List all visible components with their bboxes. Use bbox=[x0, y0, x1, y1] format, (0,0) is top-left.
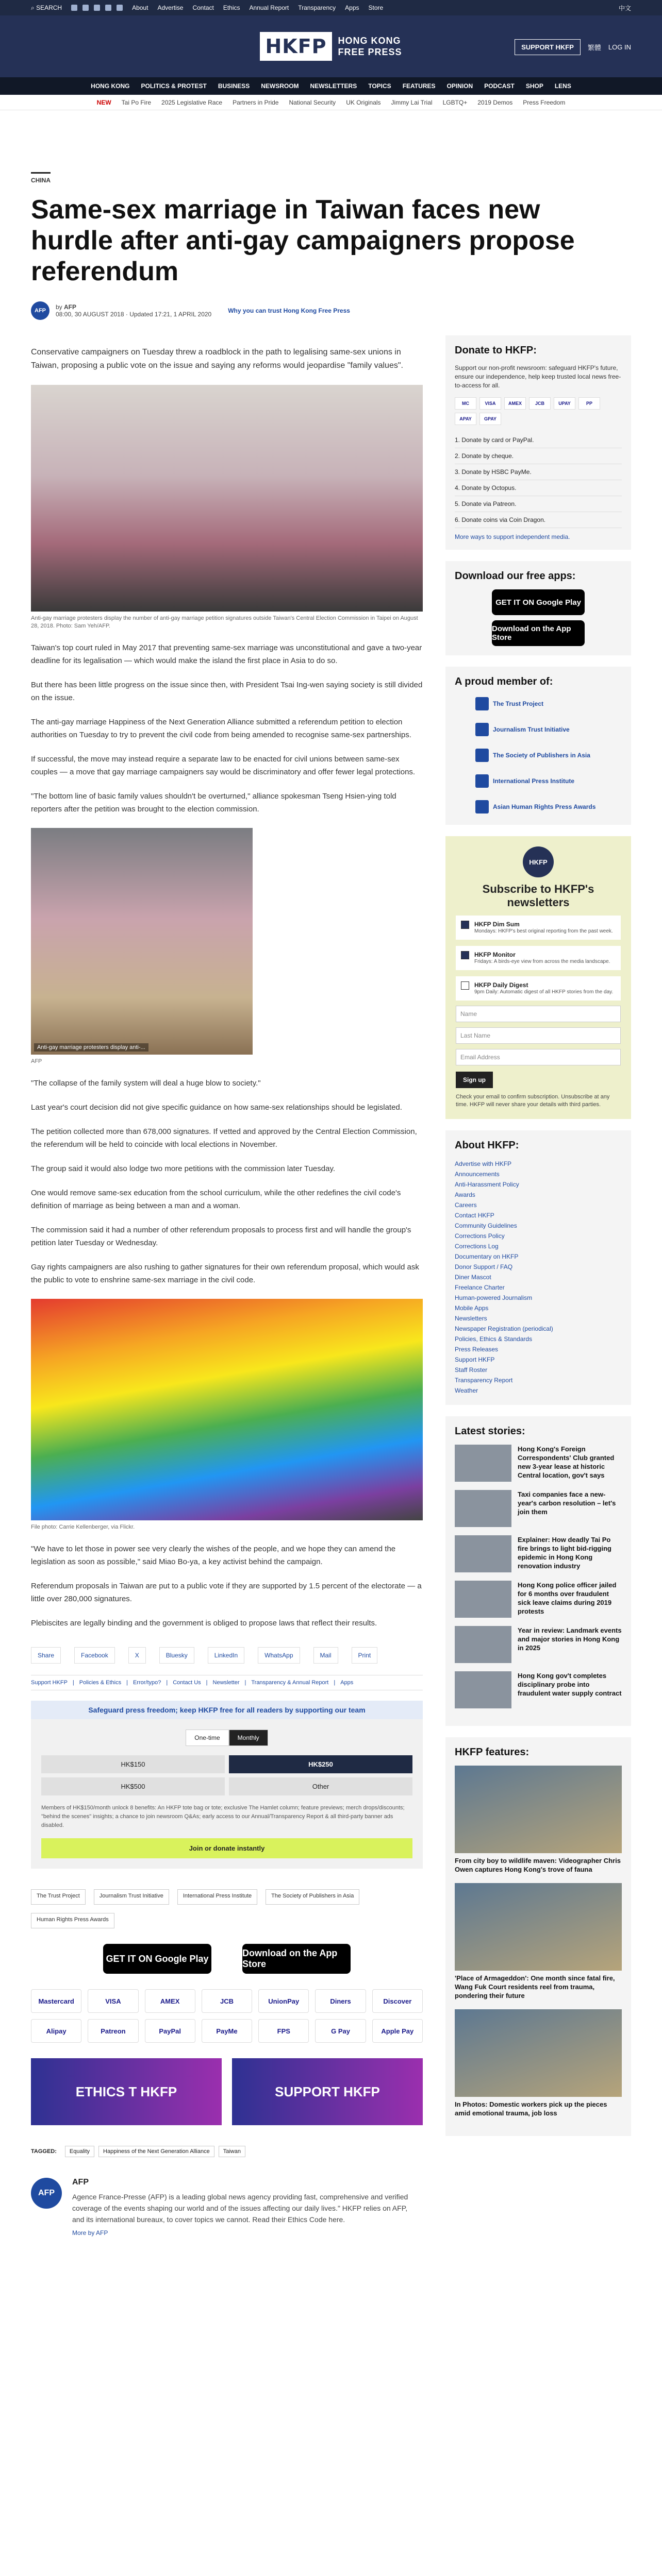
author-box-name[interactable]: AFP bbox=[72, 2178, 89, 2187]
story-thumbnail[interactable] bbox=[455, 1581, 511, 1618]
byline: AFP by AFP 08:00, 30 AUGUST 2018 · Updated 17:21, 1 APRIL 2020 Why you can trust Hong Kong Free Press bbox=[31, 301, 631, 320]
sidebar-card-icons bbox=[455, 397, 622, 425]
article-paragraph: One would remove same-sex education from the school curriculum, while the other redefines the civil code's definition of marriage as being between a man and a woman. bbox=[31, 1189, 401, 1210]
article-paragraph: Last year's court decision did not give specific guidance on how same-sex relationships should be legislated. bbox=[31, 1103, 402, 1112]
donate-headline[interactable]: Safeguard press freedom; keep HKFP free for all readers by supporting our team bbox=[31, 1701, 423, 1719]
trust-project-logo[interactable]: The Trust Project bbox=[31, 1889, 86, 1905]
amount-option[interactable]: HK$500 bbox=[41, 1777, 225, 1795]
article-title: Same-sex marriage in Taiwan faces new hurdle after anti-gay campaigners propose referendum bbox=[31, 195, 575, 286]
story-headline[interactable]: Hong Kong gov't completes disciplinary probe into fraudulent water supply contract bbox=[518, 1672, 622, 1697]
visa-icon: VISA bbox=[479, 397, 501, 410]
language-link[interactable]: 中文 bbox=[618, 4, 631, 12]
trending-label: NEW bbox=[96, 98, 111, 106]
story-headline[interactable]: Taxi companies face a new-year's carbon resolution – let's join them bbox=[518, 1490, 616, 1516]
article-photo[interactable] bbox=[31, 385, 423, 612]
author-avatar[interactable]: AFP bbox=[31, 301, 49, 320]
trending-item[interactable]: 2019 Demos bbox=[477, 98, 513, 106]
amex-icon[interactable]: AMEX bbox=[145, 1989, 195, 2013]
support-link[interactable]: Support HKFP bbox=[31, 1680, 68, 1686]
sidebar-members-title: A proud member of: bbox=[455, 676, 553, 687]
gpay-icon: GPAY bbox=[479, 413, 501, 425]
nav-item[interactable]: NEWSROOM bbox=[261, 82, 299, 90]
more-ways-link[interactable]: More ways to support independent media. bbox=[455, 533, 570, 540]
donate-method[interactable]: 2. Donate by cheque. bbox=[455, 448, 622, 464]
about-link[interactable]: Press Releases bbox=[455, 1346, 499, 1353]
applepay-icon[interactable]: Apple Pay bbox=[372, 2019, 423, 2043]
about-link[interactable]: Transparency Report bbox=[455, 1377, 513, 1384]
paypal-icon[interactable]: PayPal bbox=[145, 2019, 195, 2043]
features-title: HKFP features: bbox=[455, 1747, 529, 1758]
donate-method[interactable]: 1. Donate by card or PayPal. bbox=[455, 432, 622, 448]
freq-one-time[interactable]: One-time bbox=[186, 1730, 228, 1746]
site-header bbox=[0, 15, 662, 77]
story-thumbnail[interactable] bbox=[455, 1671, 511, 1708]
donate-method[interactable]: 5. Donate via Patreon. bbox=[455, 496, 622, 512]
about-link[interactable]: Contact HKFP bbox=[455, 1212, 494, 1219]
article-paragraph: The group said it would also lodge two more petitions with the commission later Tuesday. bbox=[31, 1164, 336, 1173]
tag[interactable]: Taiwan bbox=[219, 2146, 245, 2157]
paypal-icon: PP bbox=[578, 397, 600, 410]
author-box-avatar[interactable]: AFP bbox=[31, 2178, 62, 2209]
about-link[interactable]: Human-powered Journalism bbox=[455, 1294, 533, 1301]
checkbox-checked[interactable] bbox=[461, 951, 469, 959]
about-link[interactable]: Newspaper Registration (periodical) bbox=[455, 1325, 553, 1332]
amount-option-selected[interactable]: HK$250 bbox=[229, 1755, 412, 1773]
support-links: Support HKFP | Policies & Ethics | Error/typo? | Contact Us | Newsletter | Transparency & Annual Report | Apps bbox=[31, 1675, 423, 1690]
sidebar bbox=[445, 335, 631, 2236]
alipay-icon[interactable]: Alipay bbox=[31, 2019, 81, 2043]
trending-item[interactable]: 2025 Legislative Race bbox=[161, 98, 223, 106]
amount-option-other[interactable]: Other bbox=[229, 1777, 412, 1795]
about-link[interactable]: Corrections Log bbox=[455, 1243, 499, 1250]
gpay-icon[interactable]: G Pay bbox=[315, 2019, 366, 2043]
about-link[interactable]: Awards bbox=[455, 1191, 475, 1198]
article-paragraph: Plebiscites are legally binding and the government is obliged to propose laws that reflect their results. bbox=[31, 1619, 377, 1628]
latest-story[interactable] bbox=[455, 1490, 622, 1527]
sidebar-features bbox=[445, 1737, 631, 2136]
article-paragraph: "The bottom line of basic family values shouldn't be overturned," alliance spokesman Tseng Hsien-ying told reporters after the petition was brought to the election commission. bbox=[31, 792, 396, 814]
feature-headline[interactable]: 'Place of Armageddon': One month since fatal fire, Wang Fuk Court residents reel from trauma, pondering their future bbox=[455, 1974, 615, 1999]
payme-icon[interactable]: PayMe bbox=[202, 2019, 252, 2043]
embedded-photo[interactable] bbox=[31, 828, 253, 1055]
support-link[interactable]: Transparency & Annual Report bbox=[251, 1680, 329, 1686]
share-bluesky[interactable]: Bluesky bbox=[159, 1647, 194, 1664]
latest-story[interactable] bbox=[455, 1535, 622, 1572]
about-link[interactable]: Careers bbox=[455, 1201, 477, 1209]
sidebar-latest bbox=[445, 1416, 631, 1726]
story-headline[interactable]: Explainer: How deadly Tai Po fire brings to light bid-rigging epidemic in Hong Kong renovation industry bbox=[518, 1536, 611, 1570]
about-link[interactable]: Anti-Harassment Policy bbox=[455, 1181, 519, 1188]
unionpay-icon: UPAY bbox=[554, 397, 575, 410]
payment-methods bbox=[31, 1989, 423, 2043]
last-name-input[interactable]: Last Name bbox=[456, 1027, 621, 1044]
sidebar-donate bbox=[445, 335, 631, 550]
share-whatsapp[interactable]: WhatsApp bbox=[258, 1647, 300, 1664]
feature-story[interactable] bbox=[455, 1883, 622, 2000]
author-box bbox=[31, 2178, 423, 2236]
logo-mark: HKFP bbox=[260, 32, 332, 61]
x-icon[interactable] bbox=[82, 5, 89, 11]
donate-method[interactable]: 4. Donate by Octopus. bbox=[455, 480, 622, 496]
topbar-link[interactable]: Advertise bbox=[157, 4, 184, 11]
about-link[interactable]: Documentary on HKFP bbox=[455, 1253, 519, 1260]
app-store-badge[interactable]: Download on the App Store bbox=[492, 620, 585, 646]
embed-caption: Anti-gay marriage protesters display anti-... bbox=[34, 1043, 148, 1052]
more-by-author-link[interactable]: More by AFP bbox=[72, 2229, 108, 2236]
story-thumbnail[interactable] bbox=[455, 1626, 511, 1663]
topbar-link[interactable]: Transparency bbox=[298, 4, 336, 11]
nav-item[interactable]: BUSINESS bbox=[218, 82, 250, 90]
unionpay-icon[interactable]: UnionPay bbox=[258, 1989, 309, 2013]
sidebar-apps bbox=[445, 561, 631, 655]
trending-item[interactable]: LGBTQ+ bbox=[442, 98, 468, 106]
author-name[interactable]: AFP bbox=[64, 303, 77, 311]
feature-photo[interactable] bbox=[455, 2009, 622, 2097]
sidebar-apps-title: Download our free apps: bbox=[455, 570, 576, 582]
youtube-icon[interactable] bbox=[105, 5, 111, 11]
article-lead: Conservative campaigners on Tuesday threw a roadblock in the path to legalising same-sex unions in Taiwan, proposing a public vote on the issue and saying any reforms would jeopardise "family values". bbox=[31, 348, 403, 370]
main-nav bbox=[0, 77, 662, 95]
linkedin-icon[interactable] bbox=[117, 5, 123, 11]
feature-story[interactable] bbox=[455, 1766, 622, 1874]
sidebar-about-title: About HKFP: bbox=[455, 1140, 519, 1151]
nav-item[interactable]: FEATURES bbox=[402, 82, 436, 90]
article-paragraph: "The collapse of the family system will deal a huge blow to society." bbox=[31, 1079, 261, 1088]
jcb-icon: JCB bbox=[529, 397, 551, 410]
tags-label: TAGGED: bbox=[31, 2148, 57, 2155]
nav-item[interactable]: TOPICS bbox=[368, 82, 391, 90]
about-link[interactable]: Announcements bbox=[455, 1171, 500, 1178]
promo-banners bbox=[31, 2058, 423, 2125]
share-print[interactable]: Print bbox=[352, 1647, 378, 1664]
feature-photo[interactable] bbox=[455, 1766, 622, 1853]
logo-text: HONG KONG FREE PRESS bbox=[338, 36, 402, 57]
about-link[interactable]: Newsletters bbox=[455, 1315, 487, 1322]
applepay-icon: APAY bbox=[455, 413, 476, 425]
nav-item[interactable]: LENS bbox=[554, 82, 571, 90]
about-link[interactable]: Staff Roster bbox=[455, 1366, 488, 1374]
story-headline[interactable]: Hong Kong's Foreign Correspondents' Club granted new 3-year lease at historic Central location, gov't says bbox=[518, 1445, 615, 1479]
topbar-link[interactable]: Ethics bbox=[223, 4, 240, 11]
member-logo[interactable]: Asian Human Rights Press Awards bbox=[475, 798, 622, 816]
story-thumbnail[interactable] bbox=[455, 1445, 511, 1482]
photo-caption: Anti-gay marriage protesters display the number of anti-gay marriage petition signatures outside Taiwan's Central Election Commission in Taipei on August 28, 2018. Photo: Sam Yeh/AFP. bbox=[31, 615, 418, 629]
discover-icon[interactable]: Discover bbox=[372, 1989, 423, 2013]
tag[interactable]: Happiness of the Next Generation Alliance bbox=[98, 2146, 214, 2157]
sidebar-members bbox=[445, 667, 631, 825]
support-hkfp-button[interactable]: SUPPORT HKFP bbox=[515, 39, 581, 55]
about-link[interactable]: Weather bbox=[455, 1387, 478, 1394]
donate-method[interactable]: 6. Donate coins via Coin Dragon. bbox=[455, 512, 622, 528]
about-link[interactable]: Community Guidelines bbox=[455, 1222, 517, 1229]
about-link[interactable]: Mobile Apps bbox=[455, 1304, 489, 1312]
social-icons bbox=[71, 5, 123, 11]
article-body bbox=[31, 335, 423, 2236]
frequency-toggle bbox=[41, 1730, 412, 1746]
about-link[interactable]: Diner Mascot bbox=[455, 1274, 491, 1281]
app-store-badge[interactable]: Download on the App Store bbox=[242, 1944, 351, 1974]
embed-source: AFP bbox=[31, 1058, 42, 1064]
trending-item[interactable]: Partners in Pride bbox=[233, 98, 279, 106]
amount-option[interactable]: HK$150 bbox=[41, 1755, 225, 1773]
member-logo[interactable]: International Press Institute bbox=[475, 772, 622, 790]
checkbox-checked[interactable] bbox=[461, 921, 469, 929]
feature-story[interactable] bbox=[455, 2009, 622, 2117]
article-paragraph: Taiwan's top court ruled in May 2017 that preventing same-sex marriage was unconstitutional and gave a two-year deadline for its legalisation — which would make the island the first place in Asia to do so. bbox=[31, 643, 422, 665]
topbar-link[interactable]: Apps bbox=[345, 4, 359, 11]
share-linkedin[interactable]: LinkedIn bbox=[208, 1647, 244, 1664]
latest-title: Latest stories: bbox=[455, 1426, 525, 1437]
about-link[interactable]: Policies, Ethics & Standards bbox=[455, 1335, 533, 1343]
support-link[interactable]: Apps bbox=[340, 1680, 354, 1686]
language-toggle[interactable]: 繁體 bbox=[587, 44, 601, 52]
topbar-link[interactable]: Contact bbox=[192, 4, 214, 11]
trust-link[interactable]: Why you can trust Hong Kong Free Press bbox=[228, 307, 350, 314]
latest-story[interactable] bbox=[455, 1581, 622, 1618]
topbar-link[interactable]: About bbox=[132, 4, 148, 11]
member-logo[interactable]: The Society of Publishers in Asia bbox=[475, 747, 622, 764]
nav-item[interactable]: NEWSLETTERS bbox=[310, 82, 357, 90]
article-paragraph: The petition collected more than 678,000 signatures. If vetted and approved by the Central Election Commission, the referendum will be held to coincide with local elections in November. bbox=[31, 1127, 417, 1149]
article-paragraph: Gay rights campaigners are also rushing to gather signatures for their own referendum proposal, which would ask the public to vote to enshrine same-sex marriage in the civil code. bbox=[31, 1263, 419, 1284]
signup-button[interactable]: Sign up bbox=[456, 1072, 493, 1088]
google-play-badge[interactable]: GET IT ON Google Play bbox=[103, 1944, 211, 1974]
topbar-link[interactable]: Annual Report bbox=[249, 4, 289, 11]
tag-list bbox=[31, 2146, 423, 2157]
share-bar bbox=[31, 1647, 423, 1664]
sidebar-about bbox=[445, 1130, 631, 1405]
member-logos bbox=[31, 1889, 423, 1928]
member-logo[interactable]: The Trust Project bbox=[475, 695, 622, 713]
article-paragraph: "We have to let those in power see very clearly the wishes of the people, and we hope they can amend the legislation as soon as possible," said Miao Bo-ya, a key activist behind the campaign. bbox=[31, 1545, 396, 1566]
article-paragraph: The anti-gay marriage Happiness of the Next Generation Alliance submitted a referendum petition to election authorities on Tuesday to try to prevent the civil code from being amended to recognise same-sex partnerships. bbox=[31, 718, 411, 739]
about-link[interactable]: Donor Support / FAQ bbox=[455, 1263, 513, 1270]
trending-item[interactable]: UK Originals bbox=[346, 98, 381, 106]
trending-item[interactable]: National Security bbox=[289, 98, 336, 106]
checkbox[interactable] bbox=[461, 981, 469, 990]
mastercard-icon: MC bbox=[455, 397, 476, 410]
newsletter-option[interactable]: HKFP Monitor Fridays: A birds-eye view from across the media landscape. bbox=[456, 946, 621, 970]
nav-item[interactable]: HONG KONG bbox=[91, 82, 130, 90]
about-link[interactable]: Advertise with HKFP bbox=[455, 1160, 512, 1167]
newsletter-logo: HKFP bbox=[523, 846, 554, 877]
ipi-logo[interactable]: International Press Institute bbox=[177, 1889, 257, 1905]
publish-date: 08:00, 30 AUGUST 2018 bbox=[56, 311, 124, 318]
jti-logo[interactable]: Journalism Trust Initiative bbox=[94, 1889, 169, 1905]
support-link[interactable]: Policies & Ethics bbox=[79, 1680, 122, 1686]
photo-caption: File photo: Carrie Kellenberger, via Flickr. bbox=[31, 1524, 135, 1530]
trending-item[interactable]: Press Freedom bbox=[523, 98, 566, 106]
share-button[interactable]: Share bbox=[31, 1647, 61, 1664]
newsletter-option[interactable]: HKFP Daily Digest 9pm Daily: Automatic digest of all HKFP stories from the day. bbox=[456, 976, 621, 1001]
tag[interactable]: Equality bbox=[65, 2146, 94, 2157]
instagram-icon[interactable] bbox=[94, 5, 100, 11]
feature-headline[interactable]: In Photos: Domestic workers pick up the pieces amid emotional trauma, job loss bbox=[455, 2100, 607, 2117]
latest-story[interactable] bbox=[455, 1626, 622, 1663]
patreon-icon[interactable]: Patreon bbox=[88, 2019, 138, 2043]
support-link[interactable]: Error/typo? bbox=[133, 1680, 161, 1686]
amount-options bbox=[41, 1755, 412, 1795]
hrpa-logo[interactable]: Human Rights Press Awards bbox=[31, 1913, 114, 1928]
donate-widget bbox=[31, 1701, 423, 1869]
sidebar-donate-text[interactable]: Support our non-profit newsroom: safeguard HKFP's future, ensure our independence, help keep trusted local news free-to-access for all. bbox=[455, 364, 621, 389]
app-badges bbox=[31, 1944, 423, 1974]
latest-story[interactable] bbox=[455, 1671, 622, 1708]
latest-story[interactable] bbox=[455, 1445, 622, 1482]
author-bio: Agence France-Presse (AFP) is a leading global news agency providing fast, comprehensive and verified coverage of the events shaping our world and of the issues affecting our daily lives." HKFP relies on AFP, and its international bureaux, to cover topics we cannot. Read their Ethics Code here. bbox=[72, 2193, 408, 2224]
ethics-banner[interactable]: ETHICS T HKFP bbox=[31, 2058, 222, 2125]
share-mail[interactable]: Mail bbox=[313, 1647, 338, 1664]
story-thumbnail[interactable] bbox=[455, 1535, 511, 1572]
share-x[interactable]: X bbox=[128, 1647, 146, 1664]
article-paragraph: If successful, the move may instead require a separate law to be enacted for civil unions between same-sex couples — a move that gay marriage campaigners say would be discriminatory and offer fewer legal protections. bbox=[31, 755, 416, 776]
newsletter-signup bbox=[445, 836, 631, 1119]
utility-bar bbox=[0, 0, 662, 15]
first-name-input[interactable]: Name bbox=[456, 1006, 621, 1022]
share-facebook[interactable]: Facebook bbox=[74, 1647, 115, 1664]
freq-monthly[interactable]: Monthly bbox=[229, 1730, 268, 1746]
newsletter-note: Check your email to confirm subscription. Unsubscribe at any time. HKFP will never share your details with third parties. bbox=[456, 1094, 610, 1108]
membership-benefits: Members of HK$150/month unlock 8 benefits: An HKFP tote bag or tote; exclusive The Hamlet column; feature previews; merch drops/discounts; "behind the scenes" insights; a chance to join newsroom Q&As; early access to our Annual/Transparency Report & all third-party banner ads disabled. bbox=[41, 1805, 405, 1828]
trending-bar bbox=[0, 95, 662, 110]
search-link[interactable]: ⌕ SEARCH bbox=[31, 4, 62, 11]
newsletter-option[interactable]: HKFP Dim Sum Mondays: HKFP's best original reporting from the past week. bbox=[456, 916, 621, 940]
fps-icon[interactable]: FPS bbox=[258, 2019, 309, 2043]
site-logo[interactable] bbox=[260, 32, 402, 61]
article-paragraph: Referendum proposals in Taiwan are put to a public vote if they are supported by 1.5 percent of the electorate — a little over 280,000 signatures. bbox=[31, 1582, 422, 1603]
nav-item[interactable]: PODCAST bbox=[484, 82, 515, 90]
diners-icon[interactable]: Diners bbox=[315, 1989, 366, 2013]
topbar-link[interactable]: Store bbox=[368, 4, 384, 11]
article-paragraph: But there has been little progress on the issue since then, with President Tsai Ing-wen saying society is still divided on the issue. bbox=[31, 681, 423, 702]
member-logo[interactable]: Journalism Trust Initiative bbox=[475, 721, 622, 738]
about-link[interactable]: Corrections Policy bbox=[455, 1232, 505, 1240]
article-category[interactable]: CHINA bbox=[31, 172, 51, 184]
feature-headline[interactable]: From city boy to wildlife maven: Videographer Chris Owen captures Hong Kong's trove of fauna bbox=[455, 1857, 621, 1873]
support-link[interactable]: Contact Us bbox=[173, 1680, 201, 1686]
about-link[interactable]: Support HKFP bbox=[455, 1356, 495, 1363]
jcb-icon[interactable]: JCB bbox=[202, 1989, 252, 2013]
mastercard-icon[interactable]: Mastercard bbox=[31, 1989, 81, 2013]
google-play-badge[interactable]: GET IT ON Google Play bbox=[492, 589, 585, 615]
login-link[interactable]: LOG IN bbox=[608, 43, 631, 51]
nav-item[interactable]: OPINION bbox=[446, 82, 473, 90]
support-link[interactable]: Newsletter bbox=[212, 1680, 240, 1686]
story-thumbnail[interactable] bbox=[455, 1490, 511, 1527]
trending-item[interactable]: Tai Po Fire bbox=[121, 98, 152, 106]
email-input[interactable]: Email Address bbox=[456, 1049, 621, 1065]
story-headline[interactable]: Hong Kong police officer jailed for 6 months over fraudulent sick leave claims during 2019 protests bbox=[518, 1581, 617, 1615]
updated-date: Updated 17:21, 1 APRIL 2020 bbox=[129, 311, 212, 318]
about-link[interactable]: Freelance Charter bbox=[455, 1284, 505, 1291]
story-headline[interactable]: Year in review: Landmark events and major stories in Hong Kong in 2025 bbox=[518, 1626, 622, 1652]
nav-item[interactable]: POLITICS & PROTEST bbox=[141, 82, 207, 90]
nav-item[interactable]: SHOP bbox=[525, 82, 543, 90]
article-paragraph: The commission said it had a number of other referendum proposals to process first and will handle the group's petition later Tuesday or Wednesday. bbox=[31, 1226, 411, 1247]
newsletter-title: Subscribe to HKFP's newsletters bbox=[482, 883, 594, 909]
amex-icon: AMEX bbox=[504, 397, 526, 410]
facebook-icon[interactable] bbox=[71, 5, 77, 11]
trending-item[interactable]: Jimmy Lai Trial bbox=[391, 98, 433, 106]
donate-method[interactable]: 3. Donate by HSBC PayMe. bbox=[455, 464, 622, 480]
sopa-logo[interactable]: The Society of Publishers in Asia bbox=[266, 1889, 359, 1905]
join-donate-button[interactable]: Join or donate instantly bbox=[41, 1838, 412, 1858]
feature-photo[interactable] bbox=[455, 1883, 622, 1971]
support-banner[interactable]: SUPPORT HKFP bbox=[232, 2058, 423, 2125]
visa-icon[interactable]: VISA bbox=[88, 1989, 138, 2013]
sidebar-donate-title: Donate to HKFP: bbox=[455, 345, 537, 356]
pride-photo[interactable] bbox=[31, 1299, 423, 1520]
